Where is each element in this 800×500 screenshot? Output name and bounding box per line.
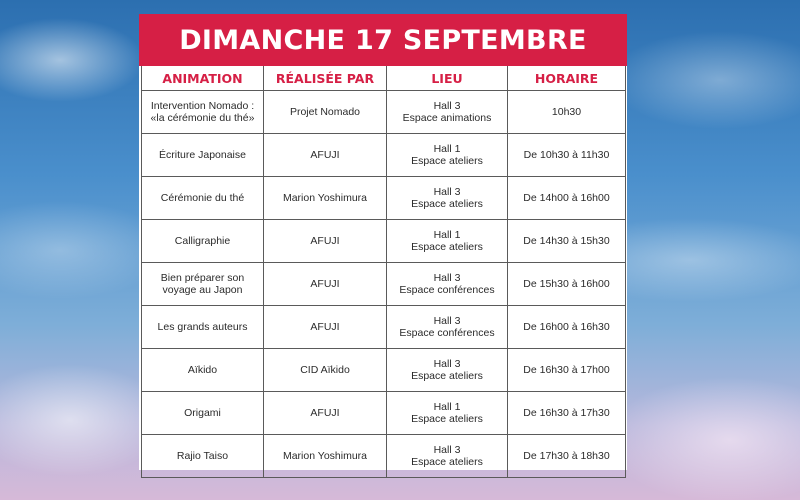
cell-realisee-par: AFUJI (264, 306, 387, 349)
cell-animation (142, 220, 264, 263)
cell-lieu (387, 435, 508, 478)
cell-realisee-par: Marion Yoshimura (264, 177, 387, 220)
cell-lieu (387, 392, 508, 435)
cell-horaire: De 16h30 à 17h00 (508, 349, 626, 392)
cell-line: Hall 3 (433, 272, 461, 284)
cell-realisee-par: AFUJI (264, 392, 387, 435)
header-row (142, 66, 626, 91)
cell-realisee-par: AFUJI (264, 220, 387, 263)
column-header-lieu: LIEU (387, 66, 508, 91)
cell-horaire: 10h30 (508, 91, 626, 134)
table-row (142, 349, 626, 392)
cell-lieu (387, 349, 508, 392)
table-row (142, 220, 626, 263)
cell-animation (142, 134, 264, 177)
cell-animation (142, 349, 264, 392)
cell-line: Cérémonie du thé (160, 192, 245, 204)
cell-animation (142, 392, 264, 435)
table-row (142, 91, 626, 134)
cell-line: Hall 3 (433, 444, 461, 456)
cell-horaire: De 17h30 à 18h30 (508, 435, 626, 478)
schedule-table (141, 66, 626, 478)
table-row (142, 177, 626, 220)
cell-realisee-par: Projet Nomado (264, 91, 387, 134)
cell-line: Hall 3 (433, 186, 461, 198)
cell-lieu (387, 134, 508, 177)
cell-line: Espace ateliers (411, 198, 483, 210)
cell-horaire: De 14h00 à 16h00 (508, 177, 626, 220)
schedule-card (139, 14, 627, 470)
column-header-realisee-par: RÉALISÉE PAR (264, 66, 387, 91)
column-header-horaire: HORAIRE (508, 66, 626, 91)
cell-line: Rajio Taiso (176, 450, 229, 462)
cell-line: voyage au Japon (162, 284, 243, 296)
cell-realisee-par: AFUJI (264, 263, 387, 306)
cell-line: Aïkido (187, 364, 218, 376)
cell-line: Origami (184, 407, 221, 419)
cell-horaire: De 16h30 à 17h30 (508, 392, 626, 435)
cell-line: Espace ateliers (411, 413, 483, 425)
table-row (142, 263, 626, 306)
cell-horaire: De 15h30 à 16h00 (508, 263, 626, 306)
cell-realisee-par: Marion Yoshimura (264, 435, 387, 478)
cell-line: Espace ateliers (411, 155, 483, 167)
cell-line: Hall 1 (433, 229, 461, 241)
table-row (142, 435, 626, 478)
cell-line: Hall 3 (433, 358, 461, 370)
cell-line: Espace animations (402, 112, 492, 124)
cell-realisee-par: AFUJI (264, 134, 387, 177)
cell-lieu (387, 91, 508, 134)
day-title: DIMANCHE 17 SEPTEMBRE (139, 14, 627, 66)
cell-line: Intervention Nomado : (150, 100, 255, 112)
cell-line: Espace conférences (399, 327, 495, 339)
cell-animation (142, 177, 264, 220)
cell-line: Les grands auteurs (157, 321, 248, 333)
cell-line: Écriture Japonaise (159, 149, 246, 161)
cell-lieu (387, 263, 508, 306)
table-row (142, 392, 626, 435)
cell-horaire: De 10h30 à 11h30 (508, 134, 626, 177)
cell-line: Hall 1 (433, 143, 461, 155)
cell-realisee-par: CID Aïkido (264, 349, 387, 392)
cell-line: Espace ateliers (411, 241, 483, 253)
cell-lieu (387, 220, 508, 263)
cell-line: Hall 1 (433, 401, 461, 413)
cell-line: Hall 3 (433, 100, 461, 112)
table-row (142, 306, 626, 349)
column-header-animation: ANIMATION (142, 66, 264, 91)
table-row (142, 134, 626, 177)
cell-horaire: De 14h30 à 15h30 (508, 220, 626, 263)
cell-line: Bien préparer son (160, 272, 245, 284)
cell-lieu (387, 177, 508, 220)
cell-animation (142, 306, 264, 349)
cell-line: Espace ateliers (411, 456, 483, 468)
cell-animation (142, 91, 264, 134)
cell-animation (142, 435, 264, 478)
cell-line: Hall 3 (433, 315, 461, 327)
cell-lieu (387, 306, 508, 349)
cell-line: Espace ateliers (411, 370, 483, 382)
cell-line: Espace conférences (399, 284, 495, 296)
cell-animation (142, 263, 264, 306)
cell-line: «la cérémonie du thé» (150, 112, 255, 124)
cell-line: Calligraphie (174, 235, 231, 247)
schedule-body (142, 91, 626, 478)
cell-horaire: De 16h00 à 16h30 (508, 306, 626, 349)
